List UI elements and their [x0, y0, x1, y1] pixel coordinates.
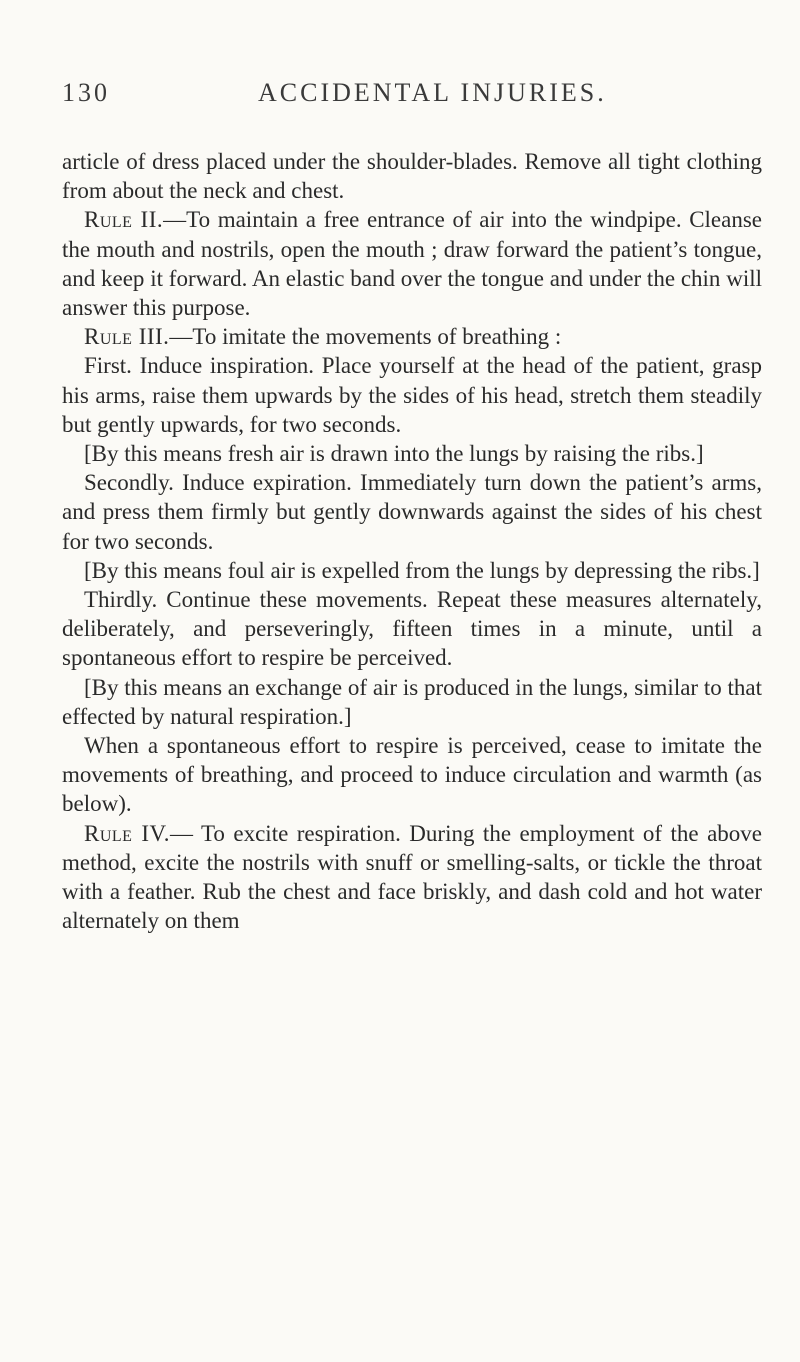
- paragraph-text: —To imitate the movements of breathing :: [169, 324, 562, 350]
- rule-label: Rule III.: [84, 324, 170, 350]
- paragraph-text: Thirdly. Continue these movements. Repeat these measures alternately, deliberately, and perseveringly, fifteen times in a minute, until a spontaneous effort to respire be perceived.: [62, 587, 762, 671]
- paragraph-text: —To maintain a free entrance of air into the windpipe. Cleanse the mouth and nostrils, open the mouth ; draw forward the patient’s tongue, and keep it forward. An elastic band over the tongue and under the chin will answer this purpose.: [62, 207, 763, 321]
- paragraph-note-1: [62, 439, 762, 468]
- paragraph-note-3: [62, 673, 762, 731]
- paragraph-continuation: [62, 147, 762, 205]
- page-number: 130: [62, 78, 110, 107]
- paragraph-text: First. Induce inspiration. Place yourself at the head of the patient, grasp his arms, raise them upwards by the sides of his head, stretch them steadily but gently upwards, for two seconds.: [62, 353, 762, 437]
- paragraph-note-2: [62, 556, 762, 585]
- body-text: [62, 147, 762, 935]
- paragraph-thirdly: [62, 585, 762, 673]
- running-head: [62, 78, 738, 118]
- paragraph-rule-4: [62, 819, 762, 936]
- paragraph-text: Secondly. Induce expiration. Immediately turn down the patient’s arms, and press them firmly but gently downwards against the sides of his chest for two seconds.: [62, 470, 762, 554]
- paragraph-rule-3: [62, 322, 762, 351]
- running-title: ACCIDENTAL INJURIES.: [258, 78, 607, 107]
- paragraph-first: [62, 351, 762, 439]
- rule-label: Rule II.: [84, 207, 164, 233]
- paragraph-text: [By this means fresh air is drawn into the lungs by raising the ribs.]: [84, 441, 704, 467]
- paragraph-text: article of dress placed under the shoulder-blades. Remove all tight clothing from about the neck and chest.: [62, 149, 762, 204]
- rule-label: Rule IV.: [84, 820, 170, 846]
- paragraph-text: When a spontaneous effort to respire is perceived, cease to imitate the movements of breathing, and proceed to induce circulation and warmth (as below).: [62, 733, 762, 817]
- paragraph-text: [By this means an exchange of air is produced in the lungs, similar to that effected by natural respiration.]: [62, 674, 762, 729]
- paragraph-text: — To excite respiration. During the employment of the above method, excite the nostrils with snuff or smelling-salts, or tickle the throat with a feather. Rub the chest and face briskly, and dash cold and hot water alternately on them: [62, 820, 762, 934]
- paragraph-secondly: [62, 468, 762, 556]
- paragraph-text: [By this means foul air is expelled from the lungs by depressing the ribs.]: [84, 557, 760, 583]
- paragraph-spontaneous: [62, 731, 762, 819]
- paragraph-rule-2: [62, 205, 762, 322]
